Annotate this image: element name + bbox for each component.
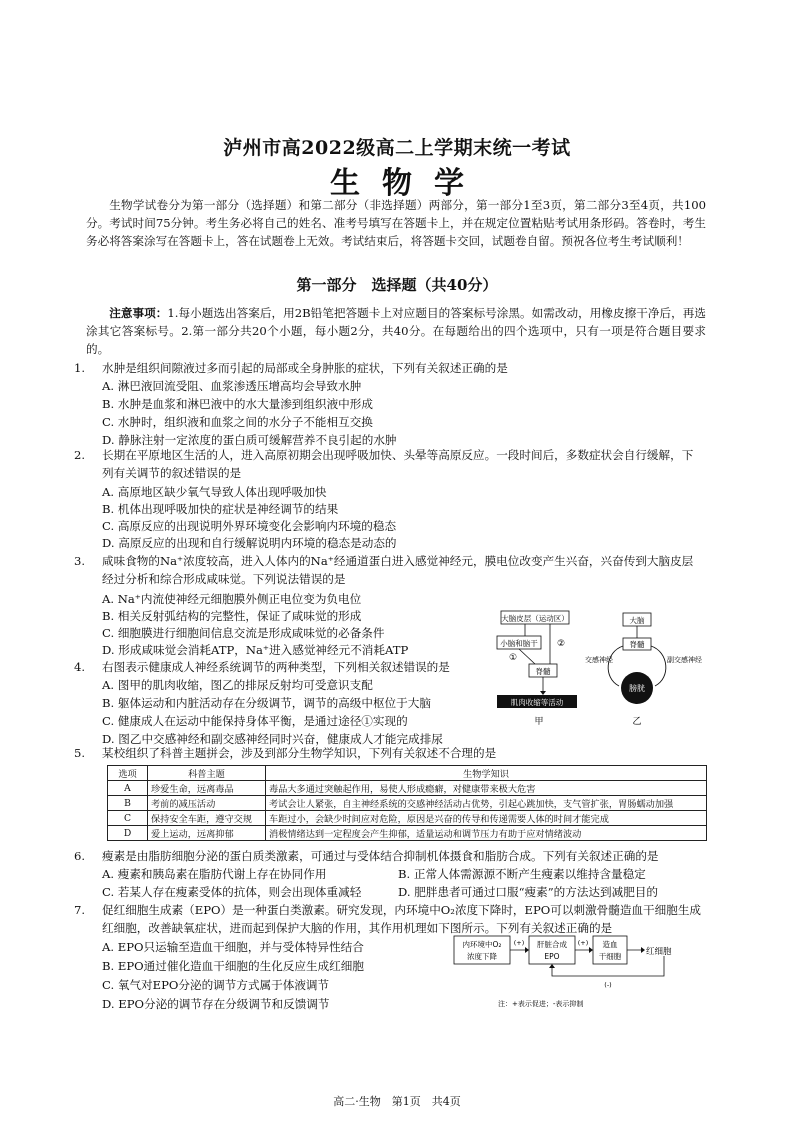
low-oxygen-line2: 浓度下降 bbox=[467, 952, 497, 961]
table-row bbox=[108, 796, 707, 811]
notice-text: 1.每小题选出答案后，用2B铅笔把答题卡上对应题目的答案标号涂黑。如需改动，用橡皮擦干净后，再选涂其它答案标号。2.第一部分共20个小题，每小题2分，共40分。在每题给出的四个选项中，只有一项是符合题目要求的。 bbox=[86, 306, 706, 356]
cell-topic: 爱上运动，远离抑郁 bbox=[148, 826, 266, 841]
question-number: 4. bbox=[74, 660, 86, 674]
option-c: C. 氧气对EPO分泌的调节方式属于体液调节 bbox=[102, 978, 330, 992]
question-stem: 某校组织了科普主题拼会，涉及到部分生物学知识，下列有关叙述不合理的是 bbox=[102, 746, 497, 760]
header-topic: 科普主题 bbox=[148, 766, 266, 781]
option-b: B. 躯体运动和内脏活动存在分级调节，调节的高级中枢位于大脑 bbox=[102, 696, 431, 710]
question-stem: 瘦素是由脂肪细胞分泌的蛋白质类激素，可通过与受体结合抑制机体摄食和脂肪合成。下列有关叙述正确的是 bbox=[102, 849, 659, 863]
cell-knowledge: 考试会让人紧张，自主神经系统的交感神经活动占优势，引起心跳加快，支气管扩张，胃肠蠕动加强 bbox=[266, 796, 707, 811]
question-stem: 右图表示健康成人神经系统调节的两种类型，下列相关叙述错误的是 bbox=[102, 660, 450, 674]
question-stem: 促红细胞生成素（EPO）是一种蛋白类激素。研究发现，内环境中O₂浓度下降时，EPO可以刺激骨髓造血干细胞生成红细胞，改善缺氧症状，进而起到保护大脑的作用，其作用机理如下图所示。下列有关叙述正确的是 bbox=[102, 903, 702, 936]
notice-label: 注意事项： bbox=[109, 306, 168, 320]
low-oxygen-line1: 内环境中O₂ bbox=[462, 940, 502, 949]
cell-knowledge: 消极情绪达到一定程度会产生抑郁，适量运动和调节压力有助于应对情绪波动 bbox=[266, 826, 707, 841]
figure-note: 注：+表示促进；-表示抑制 bbox=[498, 1000, 584, 1008]
figure-a bbox=[497, 611, 577, 727]
notice-paragraph bbox=[86, 304, 706, 358]
question-number: 3. bbox=[74, 554, 86, 568]
route-2-label: ② bbox=[557, 639, 566, 649]
red-cell-label: 红细胞 bbox=[646, 947, 672, 957]
cell-knowledge: 毒品大多通过突触起作用，易使人形成瘾癖，对健康带来极大危害 bbox=[266, 781, 707, 796]
question-number: 6. bbox=[74, 849, 86, 863]
caption-b: 乙 bbox=[632, 717, 642, 727]
header-knowledge: 生物学知识 bbox=[266, 766, 707, 781]
stem-cell-line2: 干细胞 bbox=[598, 952, 622, 961]
question-number: 5. bbox=[74, 746, 86, 760]
question-stem: 水肿是组织间隙液过多而引起的局部或全身肿胀的症状，下列有关叙述正确的是 bbox=[102, 361, 508, 375]
science-topic-table bbox=[107, 765, 707, 841]
cell-option: B bbox=[108, 796, 148, 811]
epo-mechanism-figure bbox=[452, 934, 714, 1012]
option-d: D. 肥胖患者可通过口服“瘦素”的方法达到减肥目的 bbox=[398, 885, 658, 899]
option-a: A. EPO只运输至造血干细胞，并与受体特异性结合 bbox=[102, 940, 364, 954]
liver-epo-line1: 肝脏合成 bbox=[537, 940, 567, 949]
option-d: D. EPO分泌的调节存在分级调节和反馈调节 bbox=[102, 997, 330, 1011]
bladder-label: 膀胱 bbox=[629, 684, 645, 693]
option-c: C. 水肿时，组织液和血浆之间的水分子不能相互交换 bbox=[102, 415, 373, 429]
page-footer: 高二·生物 第1页 共4页 bbox=[333, 1095, 461, 1108]
question-number: 7. bbox=[74, 903, 86, 917]
promote-sign-1: (+) bbox=[513, 939, 525, 947]
table-header-row bbox=[108, 766, 707, 781]
cell-option: C bbox=[108, 811, 148, 826]
cell-knowledge: 车距过小，会缺少时间应对危险，原因是兴奋的传导和传递需要人体的时间才能完成 bbox=[266, 811, 707, 826]
parasympathetic-label: 副交感神经 bbox=[667, 656, 702, 664]
table-row bbox=[108, 826, 707, 841]
question-stem: 咸味食物的Na⁺浓度较高，进入人体内的Na⁺经通道蛋白进入感觉神经元，膜电位改变产生兴奋，兴奋传到大脑皮层经过分析和综合形成咸味觉。下列说法错误的是 bbox=[102, 554, 694, 587]
caption-a: 甲 bbox=[534, 717, 544, 727]
option-b: B. 机体出现呼吸加快的症状是神经调节的结果 bbox=[102, 502, 339, 516]
promote-sign-2: (+) bbox=[577, 939, 589, 947]
option-a: A. Na⁺内流使神经元细胞膜外侧正电位变为负电位 bbox=[102, 592, 362, 606]
option-b: B. 水肿是血浆和淋巴液中的水大量渗到组织液中形成 bbox=[102, 397, 373, 411]
table-row bbox=[108, 811, 707, 826]
cell-option: D bbox=[108, 826, 148, 841]
table-row bbox=[108, 781, 707, 796]
stem-cell-line1: 造血 bbox=[602, 940, 618, 949]
option-b: B. 相关反射弧结构的完整性，保证了咸味觉的形成 bbox=[102, 609, 362, 623]
spinal-label: 脊髓 bbox=[535, 667, 551, 676]
option-a: A. 淋巴液回流受阻、血浆渗透压增高均会导致水肿 bbox=[102, 379, 362, 393]
option-d: D. 图乙中交感神经和副交感神经同时兴奋，健康成人才能完成排尿 bbox=[102, 732, 443, 746]
option-a: A. 图甲的肌肉收缩，图乙的排尿反射均可受意识支配 bbox=[102, 678, 373, 692]
cell-topic: 珍爱生命，远离毒品 bbox=[148, 781, 266, 796]
route-1-label: ① bbox=[509, 653, 518, 663]
subject-title: 生物学 bbox=[330, 166, 486, 201]
brain-label: 大脑 bbox=[629, 616, 645, 625]
question-stem: 长期在平原地区生活的人，进入高原初期会出现呼吸加快、头晕等高原反应。一段时间后，多数症状会自行缓解，下列有关调节的叙述错误的是 bbox=[102, 448, 694, 481]
cell-topic: 保持安全车距，遵守交规 bbox=[148, 811, 266, 826]
cell-option: A bbox=[108, 781, 148, 796]
cell-topic: 考前的减压活动 bbox=[148, 796, 266, 811]
figure-b bbox=[585, 613, 702, 727]
cortex-label: 大脑皮层（运动区） bbox=[501, 614, 569, 623]
option-b: B. 正常人体需源源不断产生瘦素以维持含量稳定 bbox=[398, 867, 646, 881]
option-c: C. 细胞膜进行细胞间信息交流是形成咸味觉的必备条件 bbox=[102, 626, 385, 640]
option-a: A. 瘦素和胰岛素在脂肪代谢上存在协同作用 bbox=[102, 867, 327, 881]
option-c: C. 高原反应的出现说明外界环境变化会影响内环境的稳态 bbox=[102, 519, 397, 533]
cerebellum-label: 小脑和脑干 bbox=[500, 639, 538, 648]
spinal-label-b: 脊髓 bbox=[629, 640, 645, 649]
option-d: D. 高原反应的出现和自行缓解说明内环境的稳态是动态的 bbox=[102, 536, 397, 550]
nervous-regulation-figure bbox=[495, 608, 710, 733]
exam-title: 泸州市高2022级高二上学期末统一考试 bbox=[223, 137, 571, 159]
option-c: C. 若某人存在瘦素受体的抗体，则会出现体重减轻 bbox=[102, 885, 362, 899]
section-title: 第一部分 选择题（共40分） bbox=[296, 276, 498, 294]
sympathetic-label: 交感神经 bbox=[585, 656, 613, 664]
question-number: 2. bbox=[74, 448, 86, 462]
option-d: D. 静脉注射一定浓度的蛋白质可缓解营养不良引起的水肿 bbox=[102, 433, 397, 447]
option-a: A. 高原地区缺少氧气导致人体出现呼吸加快 bbox=[102, 485, 327, 499]
muscle-label: 肌肉收缩等活动 bbox=[510, 698, 564, 707]
inhibit-sign: (-) bbox=[604, 981, 612, 989]
option-c: C. 健康成人在运动中能保持身体平衡，是通过途径①实现的 bbox=[102, 714, 408, 728]
option-d: D. 形成咸味觉会消耗ATP，Na⁺进入感觉神经元不消耗ATP bbox=[102, 643, 409, 657]
option-b: B. EPO通过催化造血干细胞的生化反应生成红细胞 bbox=[102, 959, 364, 973]
intro-paragraph: 生物学试卷分为第一部分（选择题）和第二部分（非选择题）两部分，第一部分1至3页，第二部分3至4页，共100分。考试时间75分钟。考生务必将自己的姓名、准考号填写在答题卡上，并在规定位置粘贴考试用条形码。答卷时，考生务必将答案涂写在答题卡上，答在试题卷上无效。考试结束后，将答题卡交回，试题卷自留。预祝各位考生考试顺利！ bbox=[86, 198, 706, 248]
question-number: 1. bbox=[74, 361, 86, 375]
liver-epo-line2: EPO bbox=[544, 952, 560, 961]
header-option: 选项 bbox=[108, 766, 148, 781]
